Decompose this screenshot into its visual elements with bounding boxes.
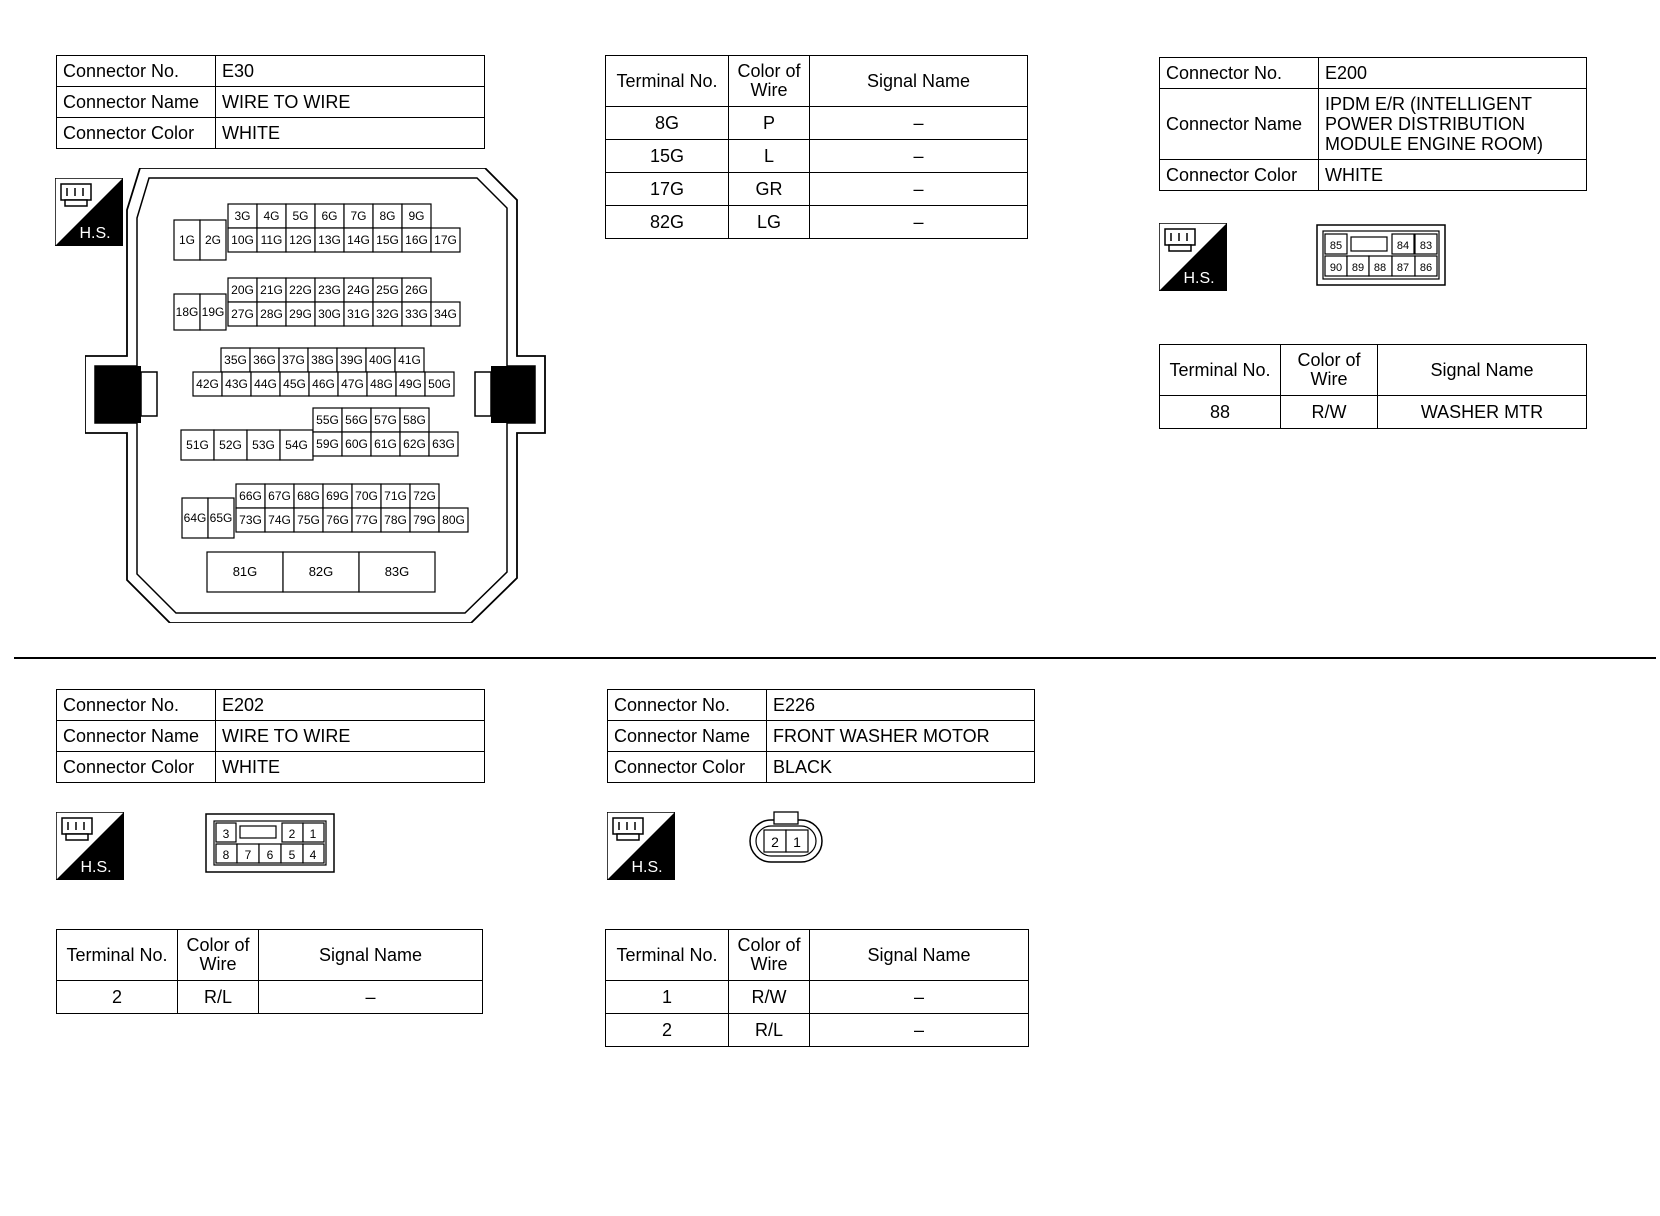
e226-connector-face: [748, 810, 826, 866]
cavity-label: 53G: [252, 438, 275, 452]
cavity-label: 75G: [297, 513, 320, 527]
cavity-7G: [344, 204, 373, 228]
cavity-66G: [236, 484, 265, 508]
cavity-label: 60G: [345, 437, 368, 451]
cell-terminal: 8G: [606, 107, 729, 140]
table-row: [606, 981, 1029, 1014]
cavity-label: 19G: [201, 305, 225, 319]
table-row: [1160, 160, 1587, 191]
cavity-73G: [236, 508, 265, 532]
cavity-label: 61G: [374, 437, 397, 451]
cavity-44G: [251, 372, 280, 396]
cavity-20G: [228, 278, 257, 302]
table-row: [57, 721, 485, 752]
name-line-2: POWER DISTRIBUTION: [1325, 114, 1526, 134]
table-row: [606, 1014, 1029, 1047]
hs-label: H.S.: [80, 859, 112, 876]
hs-connector-icon: [607, 812, 675, 880]
table-header-row: [606, 56, 1028, 107]
label-connector-no: Connector No.: [1160, 58, 1319, 89]
cavity-label: 31G: [347, 307, 370, 321]
header-color-line-1: Color of: [186, 935, 250, 955]
e226-terminal-table: [605, 929, 1029, 1047]
cavity-label: 22G: [289, 283, 312, 297]
hs-label: H.S.: [631, 859, 663, 876]
pin-85: 85: [1329, 240, 1343, 252]
pin-87: 87: [1396, 262, 1410, 274]
cavity-31G: [344, 302, 373, 326]
cavity-14G: [344, 228, 373, 252]
header-color-line-2: Wire: [1310, 369, 1348, 389]
pin-84: 84: [1396, 240, 1410, 252]
cavity-label: 63G: [432, 437, 455, 451]
cell-color: R/L: [729, 1014, 810, 1047]
header-color-line-2: Wire: [750, 80, 788, 100]
cavity-label: 39G: [340, 353, 363, 367]
cavity-56G: [342, 408, 371, 432]
cavity-58G: [400, 408, 429, 432]
value-connector-name: [1319, 89, 1587, 160]
cell-color: L: [729, 140, 810, 173]
cavity-label: 10G: [231, 233, 254, 247]
cavity-label: 14G: [347, 233, 370, 247]
cavity-40G: [366, 348, 395, 372]
cavity-label: 59G: [316, 437, 339, 451]
cavity-label: 45G: [283, 377, 306, 391]
cavity-57G: [371, 408, 400, 432]
cavity-9G: [402, 204, 431, 228]
cavity-label: 36G: [253, 353, 276, 367]
cell-color: GR: [729, 173, 810, 206]
cell-signal: –: [810, 107, 1028, 140]
cavity-69G: [323, 484, 352, 508]
cell-signal: –: [810, 1014, 1029, 1047]
cavity-label: 64G: [183, 511, 207, 525]
cavity-label: 44G: [254, 377, 277, 391]
cavity-label: 28G: [260, 307, 283, 321]
header-color-line-1: Color of: [1297, 350, 1361, 370]
pin-83: 83: [1419, 240, 1433, 252]
cavity-label: 46G: [312, 377, 335, 391]
value-connector-name: WIRE TO WIRE: [216, 87, 485, 118]
cavity-label: 4G: [263, 209, 280, 223]
cell-signal: –: [810, 206, 1028, 239]
pin-2: 2: [288, 827, 296, 841]
cavity-label: 79G: [413, 513, 436, 527]
pin-1: 1: [309, 827, 317, 841]
cavity-5G: [286, 204, 315, 228]
header-signal-name: Signal Name: [810, 56, 1028, 107]
cavity-label: 50G: [428, 377, 451, 391]
cavity-label: 42G: [196, 377, 219, 391]
table-row: [1160, 58, 1587, 89]
cell-color: LG: [729, 206, 810, 239]
pin-8: 8: [222, 848, 230, 862]
cavity-6G: [315, 204, 344, 228]
cavity-label: 67G: [268, 489, 291, 503]
pin-88: 88: [1373, 262, 1387, 274]
pin-4: 4: [309, 848, 317, 862]
value-connector-no: E200: [1319, 58, 1587, 89]
cavity-82G: [283, 552, 359, 592]
cavity-42G: [193, 372, 222, 396]
cavity-label: 43G: [225, 377, 248, 391]
cavity-label: 58G: [403, 413, 426, 427]
header-signal-name: Signal Name: [1378, 345, 1587, 396]
cavity-67G: [265, 484, 294, 508]
cavity-11G: [257, 228, 286, 252]
cavity-59G: [313, 432, 342, 456]
table-row: [608, 752, 1035, 783]
header-color-line-2: Wire: [750, 954, 788, 974]
cavity-27G: [228, 302, 257, 326]
cavity-label: 74G: [268, 513, 291, 527]
cavity-81G: [207, 552, 283, 592]
cavity-label: 49G: [399, 377, 422, 391]
header-color-of-wire: [729, 56, 810, 107]
cavity-label: 12G: [289, 233, 312, 247]
cavity-79G: [410, 508, 439, 532]
value-connector-no: E226: [767, 690, 1035, 721]
pin-86: 86: [1419, 262, 1433, 274]
cavity-label: 8G: [379, 209, 396, 223]
e200-terminal-table: [1159, 344, 1587, 429]
cavity-23G: [315, 278, 344, 302]
cavity-37G: [279, 348, 308, 372]
label-connector-color: Connector Color: [1160, 160, 1319, 191]
table-row: [606, 173, 1028, 206]
cavity-64G: [182, 498, 208, 538]
cavity-label: 3G: [234, 209, 251, 223]
cavity-70G: [352, 484, 381, 508]
cavity-label: 34G: [434, 307, 457, 321]
cavity-48G: [367, 372, 396, 396]
table-row: [606, 107, 1028, 140]
table-row: [57, 752, 485, 783]
table-row: [608, 690, 1035, 721]
cavity-label: 30G: [318, 307, 341, 321]
cavity-36G: [250, 348, 279, 372]
cavity-75G: [294, 508, 323, 532]
cavity-label: 35G: [224, 353, 247, 367]
cavity-72G: [410, 484, 439, 508]
cavity-51G: [181, 430, 214, 460]
cavity-label: 2G: [204, 233, 222, 247]
cell-terminal: 88: [1160, 396, 1281, 429]
cavity-label: 55G: [316, 413, 339, 427]
table-header-row: [606, 930, 1029, 981]
cavity-49G: [396, 372, 425, 396]
cavity-label: 16G: [405, 233, 428, 247]
cavity-60G: [342, 432, 371, 456]
cell-signal: –: [810, 140, 1028, 173]
header-color-line-1: Color of: [737, 61, 801, 81]
cavity-label: 38G: [311, 353, 334, 367]
cavity-83G: [359, 552, 435, 592]
cavity-1G: [174, 220, 200, 260]
cavity-label: 29G: [289, 307, 312, 321]
cavity-label: 48G: [370, 377, 393, 391]
header-terminal-no: Terminal No.: [57, 930, 178, 981]
cavity-label: 54G: [285, 438, 308, 452]
cavity-34G: [431, 302, 460, 326]
cavity-45G: [280, 372, 309, 396]
label-connector-color: Connector Color: [57, 752, 216, 783]
cavity-label: 25G: [376, 283, 399, 297]
e30-connector-face: [85, 168, 550, 623]
cavity-77G: [352, 508, 381, 532]
cell-color: P: [729, 107, 810, 140]
cavity-label: 62G: [403, 437, 426, 451]
table-row: [606, 206, 1028, 239]
cavity-label: 6G: [321, 209, 338, 223]
cavity-13G: [315, 228, 344, 252]
header-color-of-wire: [729, 930, 810, 981]
cell-signal: –: [810, 173, 1028, 206]
cavity-label: 68G: [297, 489, 320, 503]
name-line-3: MODULE ENGINE ROOM): [1325, 134, 1544, 154]
cavity-35G: [221, 348, 250, 372]
value-connector-color: WHITE: [216, 752, 485, 783]
cavity-label: 18G: [175, 305, 199, 319]
cavity-label: 78G: [384, 513, 407, 527]
header-terminal-no: Terminal No.: [1160, 345, 1281, 396]
cavity-8G: [373, 204, 402, 228]
value-connector-color: WHITE: [1319, 160, 1587, 191]
value-connector-no: E30: [216, 56, 485, 87]
cavity-label: 56G: [345, 413, 368, 427]
cavity-label: 51G: [186, 438, 209, 452]
cavity-55G: [313, 408, 342, 432]
cell-signal: WASHER MTR: [1378, 396, 1587, 429]
e200-connector-info-table: [1159, 57, 1587, 191]
table-row: [57, 690, 485, 721]
cavity-label: 81G: [232, 564, 258, 579]
hs-connector-icon: [56, 812, 124, 880]
hs-label: H.S.: [1183, 270, 1215, 287]
cavity-4G: [257, 204, 286, 228]
cavity-61G: [371, 432, 400, 456]
cavity-24G: [344, 278, 373, 302]
header-signal-name: Signal Name: [810, 930, 1029, 981]
table-row: [57, 118, 485, 149]
cavity-label: 15G: [376, 233, 399, 247]
cavity-label: 17G: [434, 233, 457, 247]
cavity-label: 37G: [282, 353, 305, 367]
header-color-of-wire: [1281, 345, 1378, 396]
value-connector-name: FRONT WASHER MOTOR: [767, 721, 1035, 752]
cavity-label: 70G: [355, 489, 378, 503]
cavity-68G: [294, 484, 323, 508]
cell-terminal: 2: [57, 981, 178, 1014]
e30-connector-info-table: [56, 55, 485, 149]
cell-terminal: 82G: [606, 206, 729, 239]
label-connector-name: Connector Name: [57, 87, 216, 118]
pin-6: 6: [266, 848, 274, 862]
cell-terminal: 17G: [606, 173, 729, 206]
cell-color: R/W: [1281, 396, 1378, 429]
cavity-30G: [315, 302, 344, 326]
pin-7: 7: [244, 848, 252, 862]
cavity-label: 65G: [209, 511, 233, 525]
cavity-2G: [200, 220, 226, 260]
header-terminal-no: Terminal No.: [606, 56, 729, 107]
cavity-10G: [228, 228, 257, 252]
name-line-1: IPDM E/R (INTELLIGENT: [1325, 94, 1533, 114]
cavity-43G: [222, 372, 251, 396]
cavity-80G: [439, 508, 468, 532]
cavity-3G: [228, 204, 257, 228]
cavity-label: 7G: [350, 209, 367, 223]
header-color-line-2: Wire: [199, 954, 237, 974]
cavity-25G: [373, 278, 402, 302]
table-row: [57, 87, 485, 118]
cell-color: R/L: [178, 981, 259, 1014]
cavity-label: 20G: [231, 283, 254, 297]
cavity-39G: [337, 348, 366, 372]
table-row: [608, 721, 1035, 752]
cavity-54G: [280, 430, 313, 460]
cavity-76G: [323, 508, 352, 532]
cavity-74G: [265, 508, 294, 532]
cavity-65G: [208, 498, 234, 538]
e202-terminal-table: [56, 929, 483, 1014]
cavity-label: 57G: [374, 413, 397, 427]
header-signal-name: Signal Name: [259, 930, 483, 981]
cavity-label: 66G: [239, 489, 262, 503]
label-connector-no: Connector No.: [57, 690, 216, 721]
value-connector-color: BLACK: [767, 752, 1035, 783]
header-color-of-wire: [178, 930, 259, 981]
cavity-62G: [400, 432, 429, 456]
pin-5: 5: [288, 848, 296, 862]
cavity-label: 21G: [260, 283, 283, 297]
cavity-label: 26G: [405, 283, 428, 297]
table-row: [57, 981, 483, 1014]
cell-terminal: 1: [606, 981, 729, 1014]
cavity-label: 24G: [347, 283, 370, 297]
cavity-label: 13G: [318, 233, 341, 247]
cavity-33G: [402, 302, 431, 326]
cavity-label: 5G: [292, 209, 309, 223]
e226-connector-info-table: [607, 689, 1035, 783]
e202-connector-info-table: [56, 689, 485, 783]
cavity-16G: [402, 228, 431, 252]
pin-1: 1: [793, 834, 801, 850]
cavity-78G: [381, 508, 410, 532]
cavity-label: 47G: [341, 377, 364, 391]
cavity-label: 27G: [231, 307, 254, 321]
cavity-12G: [286, 228, 315, 252]
cell-signal: –: [259, 981, 483, 1014]
cavity-label: 76G: [326, 513, 349, 527]
cavity-18G: [174, 294, 200, 330]
cavity-label: 71G: [384, 489, 407, 503]
cavity-41G: [395, 348, 424, 372]
cavity-label: 11G: [260, 233, 283, 247]
cavity-label: 69G: [326, 489, 349, 503]
label-connector-no: Connector No.: [57, 56, 216, 87]
cavity-26G: [402, 278, 431, 302]
header-terminal-no: Terminal No.: [606, 930, 729, 981]
cavity-label: 80G: [442, 513, 465, 527]
table-row: [57, 56, 485, 87]
label-connector-name: Connector Name: [608, 721, 767, 752]
cell-terminal: 15G: [606, 140, 729, 173]
cavity-63G: [429, 432, 458, 456]
e202-connector-face: [205, 813, 337, 875]
cavity-15G: [373, 228, 402, 252]
cavity-19G: [200, 294, 226, 330]
table-row: [1160, 396, 1587, 429]
label-connector-no: Connector No.: [608, 690, 767, 721]
label-connector-color: Connector Color: [608, 752, 767, 783]
cavity-17G: [431, 228, 460, 252]
cavity-28G: [257, 302, 286, 326]
cavity-71G: [381, 484, 410, 508]
cavity-label: 83G: [384, 564, 410, 579]
cavity-32G: [373, 302, 402, 326]
header-color-line-1: Color of: [737, 935, 801, 955]
pin-3: 3: [222, 827, 230, 841]
cavity-label: 82G: [308, 564, 334, 579]
e200-connector-face: [1316, 224, 1448, 288]
table-header-row: [57, 930, 483, 981]
cavity-label: 77G: [355, 513, 378, 527]
pin-2: 2: [771, 834, 779, 850]
cavity-label: 41G: [398, 353, 421, 367]
cavity-label: 32G: [376, 307, 399, 321]
cavity-50G: [425, 372, 454, 396]
cavity-29G: [286, 302, 315, 326]
table-header-row: [1160, 345, 1587, 396]
cell-color: R/W: [729, 981, 810, 1014]
cavity-label: 52G: [219, 438, 242, 452]
hs-connector-icon: [1159, 223, 1227, 291]
cavity-label: 23G: [318, 283, 341, 297]
cell-terminal: 2: [606, 1014, 729, 1047]
cavity-47G: [338, 372, 367, 396]
cavity-46G: [309, 372, 338, 396]
e30-terminal-table: [605, 55, 1028, 239]
hs-label: H.S.: [79, 225, 111, 242]
label-connector-name: Connector Name: [1160, 89, 1319, 160]
label-connector-name: Connector Name: [57, 721, 216, 752]
table-row: [1160, 89, 1587, 160]
pin-89: 89: [1351, 262, 1365, 274]
cavity-label: 1G: [178, 233, 196, 247]
cavity-38G: [308, 348, 337, 372]
cavity-label: 72G: [413, 489, 436, 503]
value-connector-no: E202: [216, 690, 485, 721]
cavity-label: 40G: [369, 353, 392, 367]
cavity-52G: [214, 430, 247, 460]
cavity-22G: [286, 278, 315, 302]
cavity-label: 9G: [408, 209, 425, 223]
pin-90: 90: [1329, 262, 1343, 274]
cavity-21G: [257, 278, 286, 302]
label-connector-color: Connector Color: [57, 118, 216, 149]
value-connector-name: WIRE TO WIRE: [216, 721, 485, 752]
cell-signal: –: [810, 981, 1029, 1014]
section-divider: [14, 657, 1656, 659]
cavity-label: 33G: [405, 307, 428, 321]
value-connector-color: WHITE: [216, 118, 485, 149]
table-row: [606, 140, 1028, 173]
cavity-53G: [247, 430, 280, 460]
cavity-label: 73G: [239, 513, 262, 527]
